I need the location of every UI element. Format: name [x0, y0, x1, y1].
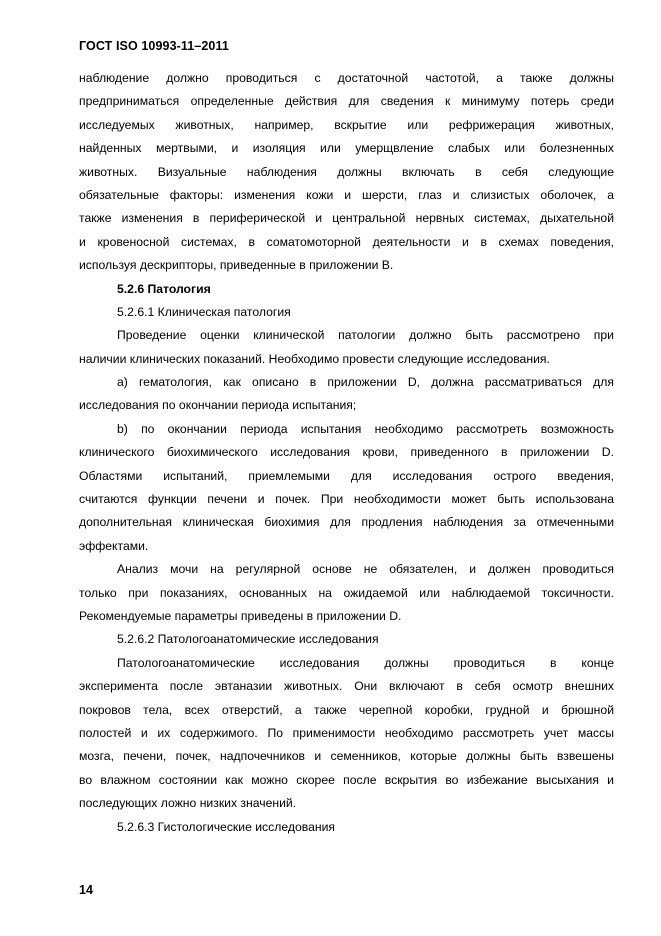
text-line: клинического биохимического исследования крови, приведенного в приложении D.	[79, 445, 614, 460]
paragraph	[79, 418, 614, 558]
paragraph	[79, 371, 614, 418]
text-line: b) по окончании периода испытания необходимо рассмотреть возможность	[117, 421, 614, 436]
paragraph	[79, 67, 614, 278]
text-line: последующих ложно низких значений.	[79, 796, 297, 811]
text-line: найденных мертвыми, и изоляция или умерщвление слабых или болезненных	[79, 141, 614, 156]
text-line: обязательные факторы: изменения кожи и шерсти, глаз и слизистых оболочек, а	[79, 187, 614, 202]
text-line: а) гематология, как описано в приложении D, должна рассматриваться для	[117, 375, 614, 390]
text-line: эксперимента после эвтаназии животных. Они включают в себя осмотр внешних	[79, 679, 614, 694]
text-line: Патологоанатомические исследования должны проводиться в конце	[117, 655, 614, 670]
text-line: наблюдение должно проводиться с достаточной частотой, а также должны	[79, 71, 614, 85]
text-line: животных. Визуальные наблюдения должны включать в себя следующие	[79, 164, 614, 179]
document-body	[79, 67, 614, 839]
paragraph	[79, 628, 614, 651]
page-number: 14	[79, 883, 93, 897]
text-line: Рекомендуемые параметры приведены в приложении D.	[79, 608, 402, 623]
text-line: также изменения в периферической и центральной нервных системах, дыхательной	[79, 211, 614, 226]
text-line: считаются функции печени и почек. При необходимости может быть использована	[79, 492, 614, 507]
text-line: 5.2.6.1 Клиническая патология	[117, 304, 291, 319]
text-line: наличии клинических показаний. Необходимо провести следующие исследования.	[79, 351, 550, 366]
text-line: только при показаниях, основанных на ожидаемой или наблюдаемой токсичности.	[79, 585, 614, 600]
text-line: Проведение оценки клинической патологии должно быть рассмотрено при	[117, 328, 614, 343]
text-line: 5.2.6.2 Патологоанатомические исследования	[117, 632, 379, 647]
text-line: и кровеносной системах, в соматомоторной деятельности и в схемах поведения,	[79, 234, 614, 249]
paragraph	[79, 558, 614, 628]
text-line: 5.2.6.3 Гистологические исследования	[117, 819, 335, 834]
text-line: Анализ мочи на регулярной основе не обязателен, и должен проводиться	[117, 562, 614, 577]
text-line: предприниматься определенные действия для сведения к минимуму потерь среди	[79, 94, 614, 109]
paragraph	[79, 652, 614, 816]
paragraph	[79, 278, 614, 301]
text-line: исследования по окончании периода испытания;	[79, 398, 357, 413]
document-header: ГОСТ ISO 10993-11–2011	[79, 39, 229, 53]
paragraph	[79, 301, 614, 324]
text-line: во влажном состоянии как можно скорее после вскрытия во избежание высыхания и	[79, 772, 614, 787]
text-line: полостей и их содержимого. По применимости необходимо рассмотреть учет массы	[79, 725, 614, 740]
section-heading: 5.2.6 Патология	[117, 281, 211, 296]
paragraph	[79, 816, 614, 839]
text-line: эффектами.	[79, 538, 149, 553]
text-line: используя дескрипторы, приведенные в приложении В.	[79, 258, 394, 273]
paragraph	[79, 324, 614, 371]
text-line: исследуемых животных, например, вскрытие или рефрижерация животных,	[79, 117, 614, 132]
text-line: Областями испытаний, приемлемыми для исследования острого введения,	[79, 468, 614, 483]
text-line: дополнительная клиническая биохимия для продления наблюдения за отмеченными	[79, 515, 614, 530]
text-line: мозга, печени, почек, надпочечников и семенников, которые должны быть взвешены	[79, 749, 614, 764]
text-line: покровов тела, всех отверстий, а также черепной коробки, грудной и брюшной	[79, 702, 614, 717]
